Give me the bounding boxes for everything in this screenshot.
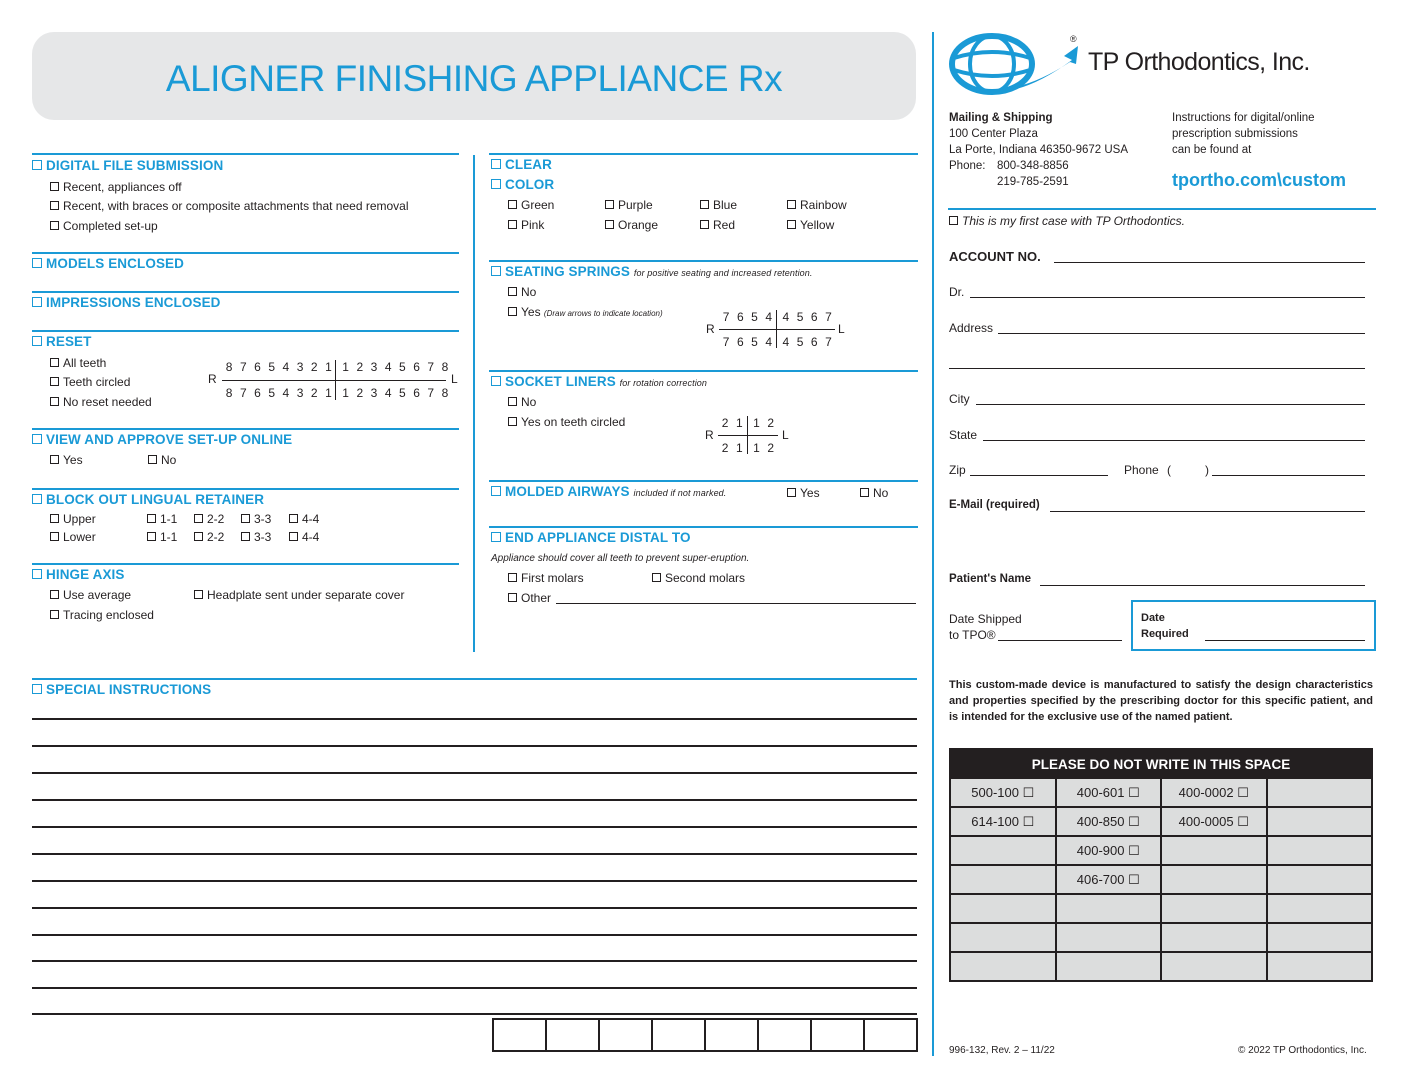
date-required-label: Date — [1141, 612, 1165, 624]
checkbox[interactable] — [241, 532, 250, 541]
code-box[interactable] — [547, 1020, 600, 1050]
tooth-chart-horizontal — [222, 380, 446, 381]
hinge-use-average[interactable]: Use average — [50, 588, 131, 602]
section-rule — [32, 291, 459, 293]
seating-note: for positive seating and increased retention. — [633, 268, 813, 278]
checkbox[interactable] — [50, 514, 59, 523]
checkbox[interactable] — [508, 287, 517, 296]
checkbox[interactable] — [50, 590, 59, 599]
code-box[interactable] — [706, 1020, 759, 1050]
phone-paren-right: ) — [1205, 463, 1209, 477]
table-cell — [1056, 952, 1162, 981]
date-required-label-2: Required — [1141, 628, 1189, 640]
instruction-line[interactable] — [32, 907, 917, 909]
digital-option[interactable]: Recent, with braces or composite attachments that need removal — [50, 199, 409, 213]
section-rule — [489, 480, 918, 482]
checkbox[interactable] — [491, 376, 501, 386]
checkbox[interactable] — [32, 569, 42, 579]
block-header[interactable]: BLOCK OUT LINGUAL RETAINER — [32, 492, 264, 507]
instruction-line[interactable] — [32, 745, 917, 747]
section-rule — [489, 526, 918, 528]
checkbox[interactable] — [605, 200, 614, 209]
checkbox[interactable] — [700, 220, 709, 229]
socket-header[interactable]: SOCKET LINERS for rotation correction — [491, 374, 707, 389]
checkbox[interactable] — [491, 159, 501, 169]
instruction-line[interactable] — [32, 960, 917, 962]
email-field[interactable] — [1050, 511, 1365, 512]
zip-label: Zip — [949, 463, 966, 477]
table-row — [950, 923, 1372, 952]
end-first[interactable]: First molars — [508, 571, 584, 585]
phone-paren-left: ( — [1167, 463, 1171, 477]
reset-option[interactable]: Teeth circled — [50, 375, 130, 389]
section-rule — [32, 153, 459, 155]
checkbox[interactable] — [194, 514, 203, 523]
address-field[interactable] — [998, 333, 1365, 334]
block-range[interactable]: 1-1 — [147, 530, 177, 544]
account-field[interactable] — [1054, 262, 1365, 263]
hinge-tracing[interactable]: Tracing enclosed — [50, 608, 154, 622]
checkbox[interactable] — [491, 266, 501, 276]
seating-yes[interactable]: Yes (Draw arrows to indicate location) — [508, 305, 663, 319]
view-header[interactable]: VIEW AND APPROVE SET-UP ONLINE — [32, 432, 292, 447]
table-row — [950, 865, 1372, 894]
block-range[interactable]: 4-4 — [289, 530, 319, 544]
end-header[interactable]: END APPLIANCE DISTAL TO — [491, 530, 691, 545]
address-label: Address — [949, 321, 994, 335]
city-field[interactable] — [976, 404, 1365, 405]
models-header[interactable]: MODELS ENCLOSED — [32, 256, 184, 271]
airways-no[interactable]: No — [860, 486, 888, 500]
table-cell — [1267, 952, 1373, 981]
section-rule — [32, 330, 459, 332]
state-field[interactable] — [983, 440, 1365, 441]
globe-arrow-logo-icon — [946, 32, 1082, 106]
code-box[interactable] — [653, 1020, 706, 1050]
section-rule — [489, 260, 918, 262]
section-rule — [489, 153, 918, 155]
section-rule — [32, 678, 917, 680]
tooth-chart-vertical — [776, 310, 777, 348]
date-required-field[interactable] — [1205, 640, 1365, 641]
checkbox[interactable] — [652, 573, 661, 582]
checkbox[interactable] — [50, 532, 59, 541]
instructions-line: prescription submissions — [1172, 128, 1298, 140]
table-cell — [950, 865, 1056, 894]
view-yes[interactable]: Yes — [50, 453, 83, 467]
checkbox[interactable] — [50, 201, 59, 210]
table-cell — [1161, 894, 1267, 923]
checkbox[interactable] — [289, 532, 298, 541]
date-shipped-label: Date Shipped — [949, 612, 1022, 626]
instruction-line[interactable] — [32, 718, 917, 720]
section-rule — [32, 252, 459, 254]
table-cell — [1161, 836, 1267, 865]
tooth-chart-vertical — [335, 360, 336, 400]
tooth-chart-vertical — [747, 416, 748, 454]
date-shipped-label-2: to TPO® — [949, 628, 996, 642]
color-option[interactable]: Rainbow — [787, 198, 847, 212]
date-required-box — [1131, 600, 1376, 651]
socket-yes[interactable]: Yes on teeth circled — [508, 415, 625, 429]
table-cell — [1267, 894, 1373, 923]
left-side-label: L — [451, 372, 458, 386]
table-cell — [1056, 923, 1162, 952]
address-line2: La Porte, Indiana 46350-9672 USA — [949, 144, 1129, 156]
table-cell: 614-100 ☐ — [950, 807, 1056, 836]
table-cell — [950, 923, 1056, 952]
seating-header[interactable]: SEATING SPRINGS for positive seating and increased retention. — [491, 264, 813, 279]
office-table — [949, 777, 1373, 982]
company-url[interactable]: tportho.com\custom — [1172, 170, 1346, 190]
office-header: PLEASE DO NOT WRITE IN THIS SPACE — [949, 748, 1373, 778]
clear-header[interactable]: CLEAR — [491, 157, 552, 172]
checkbox[interactable] — [860, 488, 869, 497]
checkbox[interactable] — [787, 220, 796, 229]
instruction-line[interactable] — [32, 772, 917, 774]
block-lower[interactable]: Lower — [50, 530, 96, 544]
patient-label: Patient's Name — [949, 573, 1031, 585]
section-rule — [32, 488, 459, 490]
seating-lower-teeth[interactable]: 7 6 5 4 4 5 6 7 — [722, 335, 832, 349]
email-label: E-Mail (required) — [949, 499, 1040, 511]
checkbox[interactable] — [32, 336, 42, 346]
dr-field[interactable] — [970, 297, 1365, 298]
address-field-2[interactable] — [949, 368, 1365, 369]
first-case-checkbox[interactable]: This is my first case with TP Orthodontics. — [949, 214, 1185, 228]
instructions-line: can be found at — [1172, 144, 1252, 156]
color-option[interactable]: Blue — [700, 198, 737, 212]
block-range[interactable]: 2-2 — [194, 512, 224, 526]
table-cell: 400-0002 ☐ — [1161, 778, 1267, 807]
checkbox[interactable] — [32, 434, 42, 444]
code-box[interactable] — [600, 1020, 653, 1050]
copyright: © 2022 TP Orthodontics, Inc. — [1238, 1045, 1367, 1056]
phone-2: 219-785-2591 — [997, 176, 1069, 188]
checkbox[interactable] — [32, 258, 42, 268]
table-row — [950, 778, 1372, 807]
checkbox[interactable] — [508, 200, 517, 209]
table-row — [950, 952, 1372, 981]
table-cell — [950, 894, 1056, 923]
table-cell — [1267, 836, 1373, 865]
checkbox[interactable] — [508, 593, 517, 602]
socket-upper-teeth[interactable]: 2 1 1 2 — [721, 416, 774, 430]
phone-field-label: Phone — [1124, 463, 1159, 477]
patient-field[interactable] — [1040, 585, 1365, 586]
block-range[interactable]: 1-1 — [147, 512, 177, 526]
checkbox[interactable] — [194, 590, 203, 599]
checkbox[interactable] — [605, 220, 614, 229]
block-range[interactable]: 3-3 — [241, 512, 271, 526]
airways-yes[interactable]: Yes — [787, 486, 820, 500]
airways-note: included if not marked. — [633, 488, 727, 498]
table-cell: 400-0005 ☐ — [1161, 807, 1267, 836]
phone-label: Phone: — [949, 160, 986, 172]
table-cell — [1056, 894, 1162, 923]
page-title: ALIGNER FINISHING APPLIANCE Rx — [165, 58, 783, 99]
tooth-chart-horizontal — [718, 435, 778, 436]
table-cell: 400-850 ☐ — [1056, 807, 1162, 836]
phone-1: 800-348-8856 — [997, 160, 1069, 172]
section-rule — [489, 370, 918, 372]
color-header[interactable]: COLOR — [491, 177, 554, 192]
right-side-label: R — [705, 428, 714, 442]
checkbox[interactable] — [194, 532, 203, 541]
checkbox[interactable] — [32, 297, 42, 307]
table-row — [950, 836, 1372, 865]
end-other[interactable]: Other — [508, 591, 551, 605]
table-cell — [1267, 865, 1373, 894]
end-note: Appliance should cover all teeth to prevent super-eruption. — [491, 553, 750, 564]
color-option[interactable]: Green — [508, 198, 554, 212]
digital-option[interactable]: Recent, appliances off — [50, 180, 182, 194]
color-option[interactable]: Yellow — [787, 218, 834, 232]
digital-option[interactable]: Completed set-up — [50, 219, 158, 233]
company-name: TP Orthodontics, Inc. — [1088, 48, 1310, 76]
checkbox[interactable] — [148, 455, 157, 464]
checkbox[interactable] — [508, 573, 517, 582]
socket-lower-teeth[interactable]: 2 1 1 2 — [721, 441, 774, 455]
color-option[interactable]: Orange — [605, 218, 658, 232]
instruction-line[interactable] — [32, 880, 917, 882]
reset-lower-teeth[interactable]: 8 7 6 5 4 3 2 1 1 2 3 4 5 6 7 8 — [225, 386, 449, 400]
block-range[interactable]: 3-3 — [241, 530, 271, 544]
code-box[interactable] — [865, 1020, 916, 1050]
checkbox[interactable] — [50, 455, 59, 464]
checkbox[interactable] — [241, 514, 250, 523]
color-option[interactable]: Pink — [508, 218, 544, 232]
instruction-line[interactable] — [32, 799, 917, 801]
section-rule — [948, 208, 1376, 210]
checkbox[interactable] — [289, 514, 298, 523]
checkbox[interactable] — [508, 397, 517, 406]
impressions-header[interactable]: IMPRESSIONS ENCLOSED — [32, 295, 221, 310]
view-no[interactable]: No — [148, 453, 176, 467]
seating-upper-teeth[interactable]: 7 6 5 4 4 5 6 7 — [722, 310, 832, 324]
dr-label: Dr. — [949, 285, 965, 299]
seating-yes-note: (Draw arrows to indicate location) — [543, 309, 663, 318]
table-row — [950, 894, 1372, 923]
reset-option[interactable]: All teeth — [50, 356, 106, 370]
mailing-heading: Mailing & Shipping — [949, 112, 1053, 124]
checkbox[interactable] — [787, 488, 796, 497]
checkbox[interactable] — [508, 220, 517, 229]
zip-field[interactable] — [970, 475, 1108, 476]
date-shipped-field[interactable] — [998, 640, 1122, 641]
reset-option[interactable]: No reset needed — [50, 395, 152, 409]
checkbox[interactable] — [50, 610, 59, 619]
checkbox[interactable] — [147, 532, 156, 541]
checkbox[interactable] — [508, 417, 517, 426]
checkbox[interactable] — [50, 397, 59, 406]
color-option[interactable]: Red — [700, 218, 735, 232]
hinge-header[interactable]: HINGE AXIS — [32, 567, 125, 582]
table-cell — [1267, 923, 1373, 952]
checkbox[interactable] — [508, 307, 517, 316]
block-range[interactable]: 2-2 — [194, 530, 224, 544]
checkbox[interactable] — [50, 182, 59, 191]
code-box[interactable] — [812, 1020, 865, 1050]
socket-note: for rotation correction — [619, 378, 708, 388]
socket-no[interactable]: No — [508, 395, 536, 409]
phone-field[interactable] — [1212, 475, 1365, 476]
code-box[interactable] — [494, 1020, 547, 1050]
right-side-label: R — [706, 322, 715, 336]
reset-header[interactable]: RESET — [32, 334, 92, 349]
right-divider — [932, 32, 934, 1056]
table-cell — [1161, 923, 1267, 952]
hinge-headplate[interactable]: Headplate sent under separate cover — [194, 588, 404, 602]
disclaimer: This custom-made device is manufactured to satisfy the design characteristics and properties specified by the prescribing doctor for this specific patient, and is intended for the exclusive use of the named patient. — [949, 679, 1373, 723]
section-rule — [32, 563, 459, 565]
instructions-line: Instructions for digital/online — [1172, 112, 1315, 124]
left-side-label: L — [838, 322, 845, 336]
airways-header[interactable]: MOLDED AIRWAYS included if not marked. — [491, 484, 726, 499]
checkbox[interactable] — [700, 200, 709, 209]
block-range[interactable]: 4-4 — [289, 512, 319, 526]
block-upper[interactable]: Upper — [50, 512, 96, 526]
form-number: 996-132, Rev. 2 – 11/22 — [949, 1045, 1055, 1056]
table-row — [950, 807, 1372, 836]
svg-text:®: ® — [1070, 34, 1077, 44]
account-label: ACCOUNT NO. — [949, 249, 1041, 264]
table-cell — [1161, 952, 1267, 981]
right-side-label: R — [208, 372, 217, 386]
tooth-chart-horizontal — [719, 329, 835, 330]
table-cell — [1267, 807, 1373, 836]
table-cell — [1267, 778, 1373, 807]
checkbox[interactable] — [787, 200, 796, 209]
table-cell: 406-700 ☐ — [1056, 865, 1162, 894]
state-label: State — [949, 428, 978, 442]
table-cell — [950, 836, 1056, 865]
checkbox[interactable] — [949, 216, 958, 225]
table-cell — [1161, 865, 1267, 894]
checkbox[interactable] — [50, 358, 59, 367]
checkbox[interactable] — [491, 532, 501, 542]
checkbox[interactable] — [50, 377, 59, 386]
table-cell: 500-100 ☐ — [950, 778, 1056, 807]
city-label: City — [949, 392, 970, 406]
left-side-label: L — [782, 428, 789, 442]
instruction-line[interactable] — [32, 1013, 917, 1015]
table-cell: 400-601 ☐ — [1056, 778, 1162, 807]
color-option[interactable]: Purple — [605, 198, 653, 212]
checkbox[interactable] — [50, 221, 59, 230]
instruction-line[interactable] — [32, 987, 917, 989]
checkbox[interactable] — [491, 179, 501, 189]
table-cell: 400-900 ☐ — [1056, 836, 1162, 865]
checkbox[interactable] — [32, 494, 42, 504]
code-boxes — [492, 1018, 918, 1052]
address-line1: 100 Center Plaza — [949, 128, 1038, 140]
checkbox[interactable] — [32, 684, 42, 694]
instruction-line[interactable] — [32, 853, 917, 855]
checkbox[interactable] — [491, 486, 501, 496]
end-second[interactable]: Second molars — [652, 571, 745, 585]
reset-upper-teeth[interactable]: 8 7 6 5 4 3 2 1 1 2 3 4 5 6 7 8 — [225, 360, 449, 374]
seating-no[interactable]: No — [508, 285, 536, 299]
special-header[interactable]: SPECIAL INSTRUCTIONS — [32, 682, 211, 697]
other-line[interactable] — [556, 603, 916, 604]
table-cell — [950, 952, 1056, 981]
checkbox[interactable] — [32, 160, 42, 170]
instruction-line[interactable] — [32, 934, 917, 936]
section-rule — [32, 428, 459, 430]
code-box[interactable] — [759, 1020, 812, 1050]
checkbox[interactable] — [147, 514, 156, 523]
middle-divider — [473, 155, 475, 652]
digital-header[interactable]: DIGITAL FILE SUBMISSION — [32, 158, 223, 173]
instruction-line[interactable] — [32, 826, 917, 828]
